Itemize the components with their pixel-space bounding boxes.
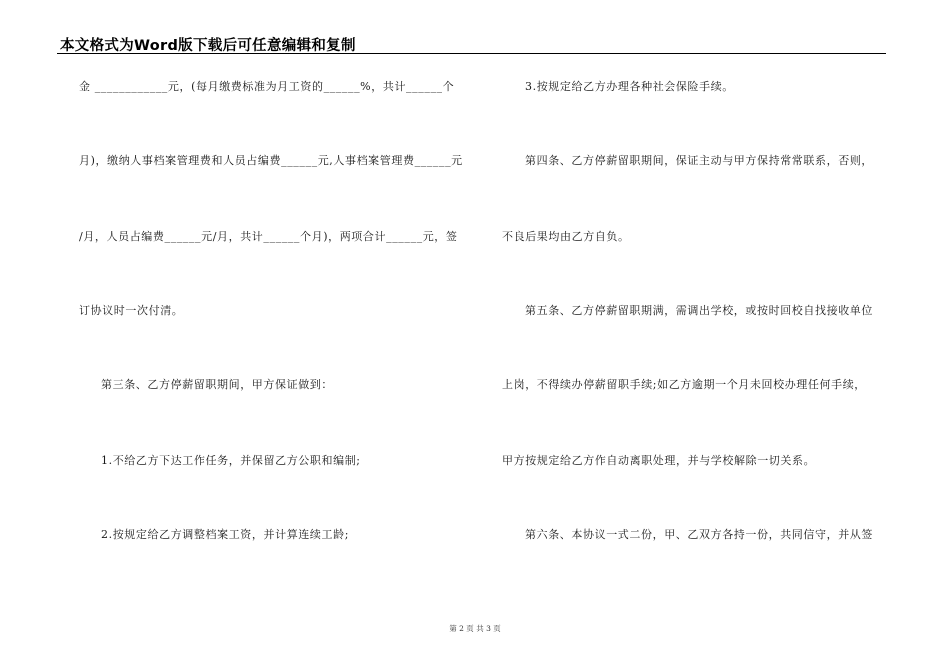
left-line-7: 2.按规定给乙方调整档案工资，并计算连续工龄;	[101, 528, 349, 541]
left-line-4: 订协议时一次付清。	[79, 304, 184, 317]
right-line-6: 甲方按规定给乙方作自动离职处理，并与学校解除一切关系。	[502, 454, 816, 467]
left-line-2: 月)，缴纳人事档案管理费和人员占编费______元,人事档案管理费______元	[79, 154, 463, 167]
right-line-1: 3.按规定给乙方办理各种社会保险手续。	[525, 80, 734, 93]
left-line-5: 第三条、乙方停薪留职期间，甲方保证做到：	[101, 378, 333, 391]
left-line-1: 金 ____________元，(每月缴费标准为月工资的______%，共计______个	[79, 80, 455, 93]
header-divider	[57, 53, 886, 54]
document-header-title: 本文格式为Word版下载后可任意编辑和复制	[60, 38, 356, 54]
right-line-2: 第四条、乙方停薪留职期间，保证主动与甲方保持常常联系，否则，	[525, 154, 873, 167]
right-line-4: 第五条、乙方停薪留职期满，需调出学校，或按时回校自找接收单位	[525, 304, 873, 317]
left-line-3: /月，人员占编费______元/月，共计______个月)，两项合计______元，签	[79, 230, 458, 243]
right-line-5: 上岗，不得续办停薪留职手续;如乙方逾期一个月未回校办理任何手续，	[502, 378, 866, 391]
page-number-footer: 第 2 页 共 3 页	[449, 624, 501, 633]
left-line-6: 1.不给乙方下达工作任务，并保留乙方公职和编制;	[101, 454, 361, 467]
right-line-7: 第六条、本协议一式二份，甲、乙双方各持一份，共同信守，并从签	[525, 528, 873, 541]
right-line-3: 不良后果均由乙方自负。	[502, 230, 630, 243]
